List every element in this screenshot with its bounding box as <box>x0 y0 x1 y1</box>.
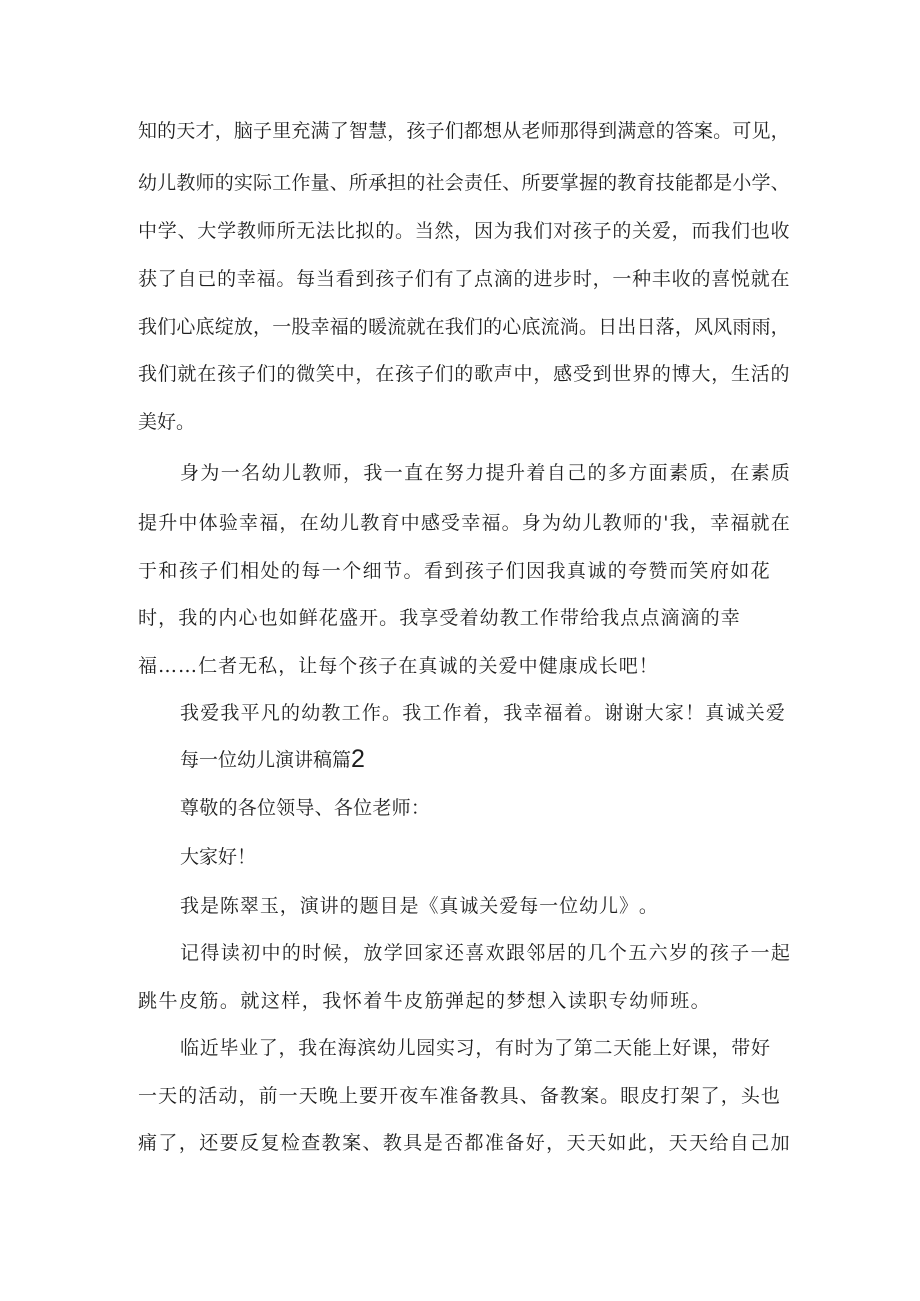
greeting: 大家好！ <box>180 846 257 868</box>
p1-line-1: 知 的 天 才 ， 脑 子 里 充 满 了 智 慧 ， 孩 子 们 都 想 从 老 师 那 得 到 满 意 的 答 案 。 可 见 ， <box>138 120 790 142</box>
p1-line-2: 幼 儿 教 师 的 实 际 工 作 量 、 所 承 担 的 社 会 责 任 、 所 要 掌 握 的 教 育 技 能 都 是 小 学 、 <box>138 172 790 194</box>
intro-line: 我 是 陈 翠 玉 ， 演 讲 的 题 目 是 《 真 诚 关 爱 每 一 位 幼 儿 》 。 <box>180 895 658 917</box>
heading-number: 2 <box>351 745 365 773</box>
p2-line-2: 提 升 中 体 验 幸 福 ， 在 幼 儿 教 育 中 感 受 幸 福 。 身 为 幼 儿 教 师 的 ' 我 ， 幸 福 就 在 <box>138 512 790 534</box>
p5-line-3: 痛 了 ， 还 要 反 复 检 查 教 案 、 教 具 是 否 都 准 备 好 ， 天 天 如 此 ， 天 天 给 自 己 加 <box>138 1132 790 1154</box>
p3-line: 我 爱 我 平 凡 的 幼 教 工 作 。 我 工 作 着 ， 我 幸 福 着 。 谢 谢 大 家 ！ 真 诚 关 爱 <box>180 702 785 724</box>
p1-line-7: 美好。 <box>138 411 196 433</box>
p2-line-1: 身 为 一 名 幼 儿 教 师 ， 我 一 直 在 努 力 提 升 着 自 己 的 多 方 面 素 质 ， 在 素 质 <box>180 462 790 484</box>
p1-line-3: 中 学 、 大 学 教 师 所 无 法 比 拟 的 。 当 然 ， 因 为 我 们 对 孩 子 的 关 爱 ， 而 我 们 也 收 <box>138 220 790 242</box>
p2-line-3: 于 和 孩 子 们 相 处 的 每 一 个 细 节 。 看 到 孩 子 们 因 我 真 诚 的 夸 赞 而 笑 府 如 花 <box>138 560 770 582</box>
section-heading <box>180 746 365 773</box>
heading-text: 每一位幼儿演讲稿篇 <box>180 749 352 771</box>
p4-line-1: 记 得 读 初 中 的 时 候 ， 放 学 回 家 还 喜 欢 跟 邻 居 的 几 个 五 六 岁 的 孩 子 一 起 <box>180 942 790 964</box>
p1-line-4: 获 了 自 已 的 幸 福 。 每 当 看 到 孩 子 们 有 了 点 滴 的 进 步 时 ， 一 种 丰 收 的 喜 悦 就 在 <box>138 268 790 290</box>
p5-line-1: 临 近 毕 业 了 ， 我 在 海 滨 幼 儿 园 实 习 ， 有 时 为 了 第 二 天 能 上 好 课 ， 带 好 <box>180 1037 770 1059</box>
p2-line-5: 福 … … 仁 者 无 私 ， 让 每 个 孩 子 在 真 诚 的 关 爱 中 健 康 成 长 吧 ！ <box>138 655 658 677</box>
p1-line-6: 我 们 就 在 孩 子 们 的 微 笑 中 ， 在 孩 子 们 的 歌 声 中 ， 感 受 到 世 界 的 博 大 ， 生 活 的 <box>138 363 790 385</box>
p5-line-2: 一 天 的 活 动 ， 前 一 天 晚 上 要 开 夜 车 准 备 教 具 、 备 教 案 。 眼 皮 打 架 了 ， 头 也 <box>138 1085 780 1107</box>
p4-line-2: 跳 牛 皮 筋 。 就 这 样 ， 我 怀 着 牛 皮 筋 弹 起 的 梦 想 入 读 职 专 幼 师 班 。 <box>138 990 710 1012</box>
p1-line-5: 我 们 心 底 绽 放 ， 一 股 幸 福 的 暖 流 就 在 我 们 的 心 底 流 淌 。 日 出 日 落 ， 风 风 雨 雨 ， <box>138 316 790 338</box>
salutation: 尊 敬 的 各 位 领 导 、 各 位 老 师 ： <box>180 797 430 819</box>
p2-line-4: 时 ， 我 的 内 心 也 如 鲜 花 盛 开 。 我 享 受 着 幼 教 工 作 带 给 我 点 点 滴 滴 的 幸 <box>138 607 740 629</box>
